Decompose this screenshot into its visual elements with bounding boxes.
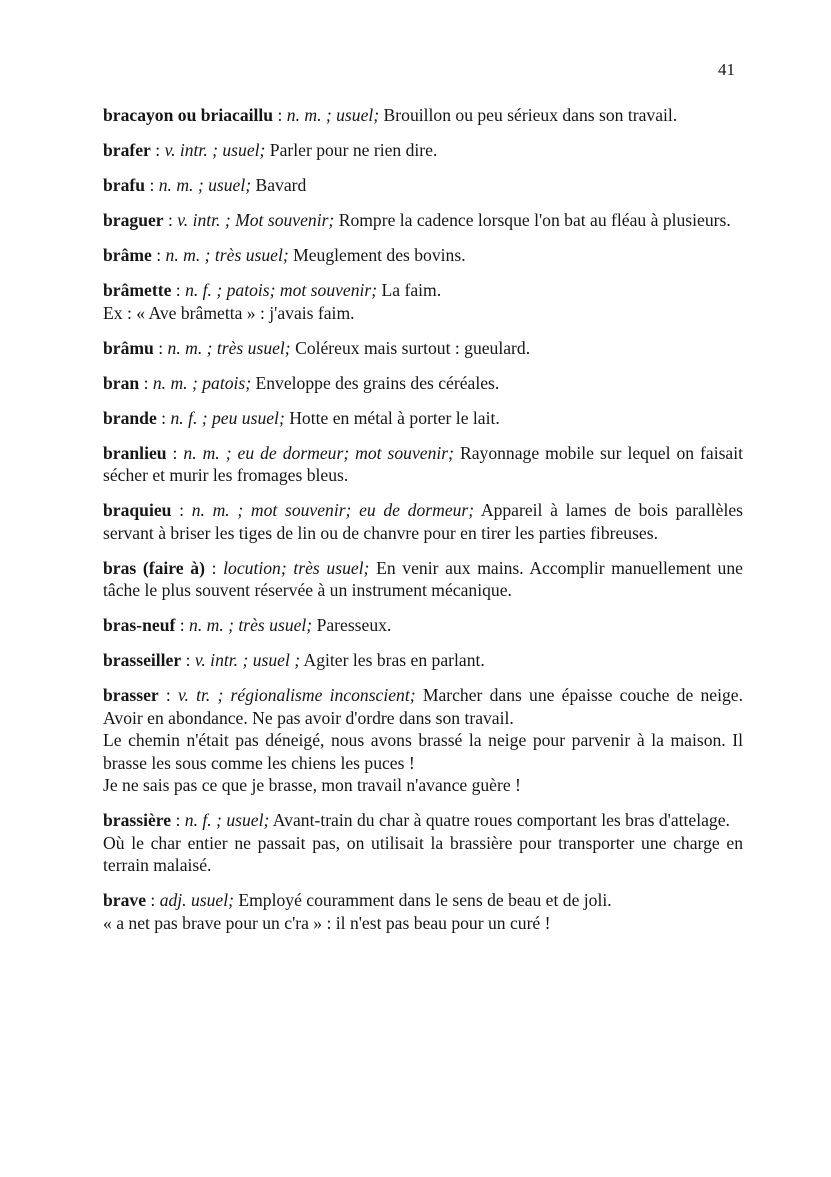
entry-example: Où le char entier ne passait pas, on utilisait la brassière pour transporter une charge en terrain malaisé. [103,832,743,875]
entry-definition: Brouillon ou peu sérieux dans son travail. [383,105,678,125]
entry-headword: brâmette [103,280,172,300]
entry-grammar: n. m. ; patois; [152,372,252,393]
entry-definition: Rayonnage mobile sur lequel on faisait sécher et murir les fromages bleus. [103,442,744,485]
entry-example: Le chemin n'était pas déneigé, nous avons brassé la neige pour parvenir à la maison. Il brasse les sous comme les chiens les puces ! [103,730,743,773]
entry-headword: bras-neuf [103,615,176,635]
entry-grammar: n. m. ; mot souvenir; eu de dormeur; [191,500,475,520]
dictionary-entry: bras-neuf : n. m. ; très usuel; Paresseux. [103,615,392,635]
entry-headword: bras (faire à) [103,557,205,578]
entry-grammar: n. m. ; usuel; [158,175,252,195]
dictionary-entry: brassière : n. f. ; usuel; Avant-train du char à quatre roues comportant les bras d'attelage. Où le char entier ne passait pas, on utilisait la brassière pour transporter une charge en terrain malaisé. [103,810,743,875]
dictionary-entry: braguer : v. intr. ; Mot souvenir; Rompre la cadence lorsque l'on bat au fléau à plusieurs. [103,210,731,230]
dictionary-entry: brâme : n. m. ; très usuel; Meuglement des bovins. [103,245,466,265]
dictionary-entry: brasser : v. tr. ; régionalisme inconscient; Marcher dans une épaisse couche de neige. Avoir en abondance. Ne pas avoir d'ordre dans son travail. Le chemin n'était pas déneigé, nous avons brassé la neige pour parvenir à la maison. Il brasse les sous comme les chiens les puces ! Je ne sais pas ce que je brasse, mon travail n'avance guère ! [103,685,743,795]
dictionary-entry: brafer : v. intr. ; usuel; Parler pour ne rien dire. [103,140,438,160]
entry-headword: brasser [103,685,159,705]
entry-example: « a net pas brave pour un c'ra » : il n'est pas beau pour un curé ! [103,912,551,933]
entry-definition: Meuglement des bovins. [293,245,466,265]
entry-headword: brave [103,890,146,910]
entry-grammar: n. m. ; usuel; [286,105,380,125]
entry-definition: Coléreux mais surtout : gueulard. [295,337,531,358]
dictionary-entries [103,104,743,947]
entry-definition: Rompre la cadence lorsque l'on bat au fléau à plusieurs. [338,210,731,230]
entry-grammar: v. intr. ; usuel ; [194,650,301,670]
entry-grammar: n. f. ; usuel; [184,810,270,830]
dictionary-entry: bran : n. m. ; patois; Enveloppe des grains des céréales. [103,372,500,393]
page-number: 41 [718,60,735,79]
entry-headword: bracayon ou briacaillu [103,105,274,125]
entry-headword: brafer [103,140,151,160]
entry-grammar: v. intr. ; Mot souvenir; [177,210,335,230]
entry-definition: Agiter les bras en parlant. [303,650,485,670]
entry-example: Je ne sais pas ce que je brasse, mon travail n'avance guère ! [103,775,521,795]
entry-headword: branlieu [103,442,167,463]
entry-definition: Enveloppe des grains des céréales. [255,372,500,393]
entry-grammar: n. f. ; peu usuel; [170,407,285,428]
entry-definition: Avant-train du char à quatre roues comportant les bras d'attelage. [272,810,730,830]
entry-definition: En venir aux mains. Accomplir manuellement une tâche le plus souvent réservée à un instrument mécanique. [103,557,743,600]
entry-definition: Marcher dans une épaisse couche de neige. Avoir en abondance. Ne pas avoir d'ordre dans son travail. [103,685,743,728]
dictionary-entry: brave : adj. usuel; Employé couramment dans le sens de beau et de joli. « a net pas brave pour un c'ra » : il n'est pas beau pour un curé ! [103,889,743,934]
entry-headword: bran [103,372,140,393]
entry-example: Ex : « Ave brâmetta » : j'avais faim. [103,302,355,323]
entry-definition: Parler pour ne rien dire. [269,140,438,160]
entry-grammar: n. m. ; eu de dormeur; mot souvenir; [183,442,454,463]
dictionary-entry: brâmu : n. m. ; très usuel; Coléreux mais surtout : gueulard. [103,337,531,358]
entry-headword: brasseiller [103,650,182,670]
entry-grammar: n. f. ; patois; mot souvenir; [185,280,378,300]
entry-definition: Bavard [255,175,307,195]
entry-headword: brafu [103,175,146,195]
entry-grammar: v. intr. ; usuel; [164,140,266,160]
dictionary-entry: bracayon ou briacaillu : n. m. ; usuel; Brouillon ou peu sérieux dans son travail. [103,105,678,125]
entry-grammar: v. tr. ; régionalisme inconscient; [178,685,416,705]
dictionary-entry: brafu : n. m. ; usuel; Bavard [103,175,307,195]
entry-headword: brâmu [103,337,154,358]
entry-headword: braguer [103,210,164,230]
dictionary-entry: branlieu : n. m. ; eu de dormeur; mot souvenir; Rayonnage mobile sur lequel on faisait sécher et murir les fromages bleus. [103,442,744,485]
entry-definition: Paresseux. [316,615,392,635]
entry-grammar: locution; très usuel; [223,557,370,578]
entry-headword: brande [103,407,157,428]
entry-grammar: n. m. ; très usuel; [189,615,313,635]
entry-definition: La faim. [381,280,442,300]
dictionary-entry: bras (faire à) : locution; très usuel; En venir aux mains. Accomplir manuellement une tâche le plus souvent réservée à un instrument mécanique. [103,557,743,600]
entry-grammar: adj. usuel; [159,890,234,910]
entry-headword: braquieu [103,500,172,520]
dictionary-entry: brande : n. f. ; peu usuel; Hotte en métal à porter le lait. [103,407,500,428]
entry-definition: Hotte en métal à porter le lait. [289,407,500,428]
entry-definition: Appareil à lames de bois parallèles servant à briser les tiges de lin ou de chanvre pour en tirer les parties fibreuses. [103,500,743,543]
dictionary-entry: brâmette : n. f. ; patois; mot souvenir; La faim. Ex : « Ave brâmetta » : j'avais faim. [103,279,743,324]
entry-definition: Employé couramment dans le sens de beau et de joli. [238,890,612,910]
dictionary-entry: brasseiller : v. intr. ; usuel ; Agiter les bras en parlant. [103,650,485,670]
dictionary-entry: braquieu : n. m. ; mot souvenir; eu de dormeur; Appareil à lames de bois parallèles servant à briser les tiges de lin ou de chanvre pour en tirer les parties fibreuses. [103,500,743,543]
entry-headword: brâme [103,245,152,265]
entry-grammar: n. m. ; très usuel; [167,337,291,358]
entry-headword: brassière [103,810,172,830]
entry-grammar: n. m. ; très usuel; [165,245,289,265]
